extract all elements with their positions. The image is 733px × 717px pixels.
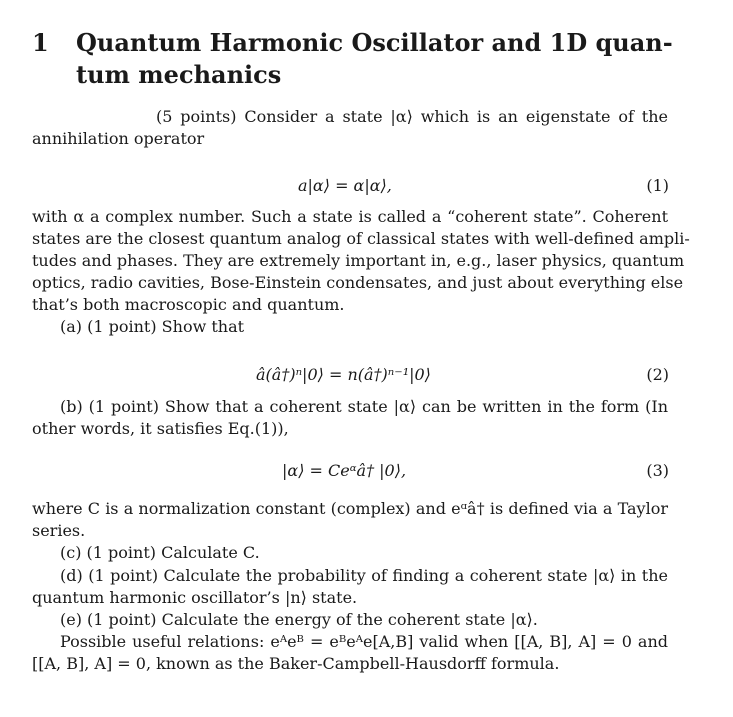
- where-line2: series.: [32, 521, 86, 540]
- equation-3-number: (3): [646, 461, 669, 480]
- part-b-line1: (b) (1 point) Show that a coherent state |α⟩ can be written in the form (In: [60, 397, 668, 416]
- part-b-line2: other words, it satisfies Eq.(1)),: [32, 419, 289, 438]
- intro-line2: annihilation operator: [32, 129, 205, 148]
- part-e: (e) (1 point) Calculate the energy of the coherent state |α⟩.: [60, 610, 538, 629]
- equation-1: a|α⟩ = α|α⟩,: [298, 176, 392, 195]
- paragraph-line: with α a complex number. Such a state is called a “coherent state”. Coherent: [32, 207, 668, 226]
- section-heading: [32, 26, 673, 60]
- where-line1: where C is a normalization constant (complex) and eᵅâ† is defined via a Taylor: [32, 499, 668, 518]
- paragraph-line: states are the closest quantum analog of classical states with well-defined ampli-: [32, 229, 690, 248]
- equation-2-number: (2): [646, 365, 669, 384]
- paragraph-line: tudes and phases. They are extremely important in, e.g., laser physics, quantum: [32, 251, 685, 270]
- equation-1-number: (1): [646, 176, 669, 195]
- paragraph-line: that’s both macroscopic and quantum.: [32, 295, 345, 314]
- section-number: 1: [32, 28, 49, 57]
- intro-line1: (5 points) Consider a state |α⟩ which is an eigenstate of the: [156, 107, 668, 126]
- part-d-line2: quantum harmonic oscillator’s |n⟩ state.: [32, 588, 358, 607]
- part-a: (a) (1 point) Show that: [60, 317, 245, 336]
- equation-2: â(â†)ⁿ|0⟩ = n(â†)ⁿ⁻¹|0⟩: [256, 365, 431, 384]
- equation-3: |α⟩ = Ceᵅâ† |0⟩,: [282, 461, 407, 480]
- paragraph-line: optics, radio cavities, Bose-Einstein condensates, and just about everything else: [32, 273, 684, 292]
- part-c: (c) (1 point) Calculate C.: [60, 543, 260, 562]
- section-title-line2: tum mechanics: [76, 60, 282, 89]
- relations-line2: [[A, B], A] = 0, known as the Baker-Campbell-Hausdorff formula.: [32, 654, 560, 673]
- part-d-line1: (d) (1 point) Calculate the probability of finding a coherent state |α⟩ in the: [60, 566, 668, 585]
- section-title-line1: Quantum Harmonic Oscillator and 1D quan-: [76, 28, 673, 57]
- relations-line1: Possible useful relations: eᴬeᴮ = eᴮeᴬe[A,B] valid when [[A, B], A] = 0 and: [60, 632, 668, 651]
